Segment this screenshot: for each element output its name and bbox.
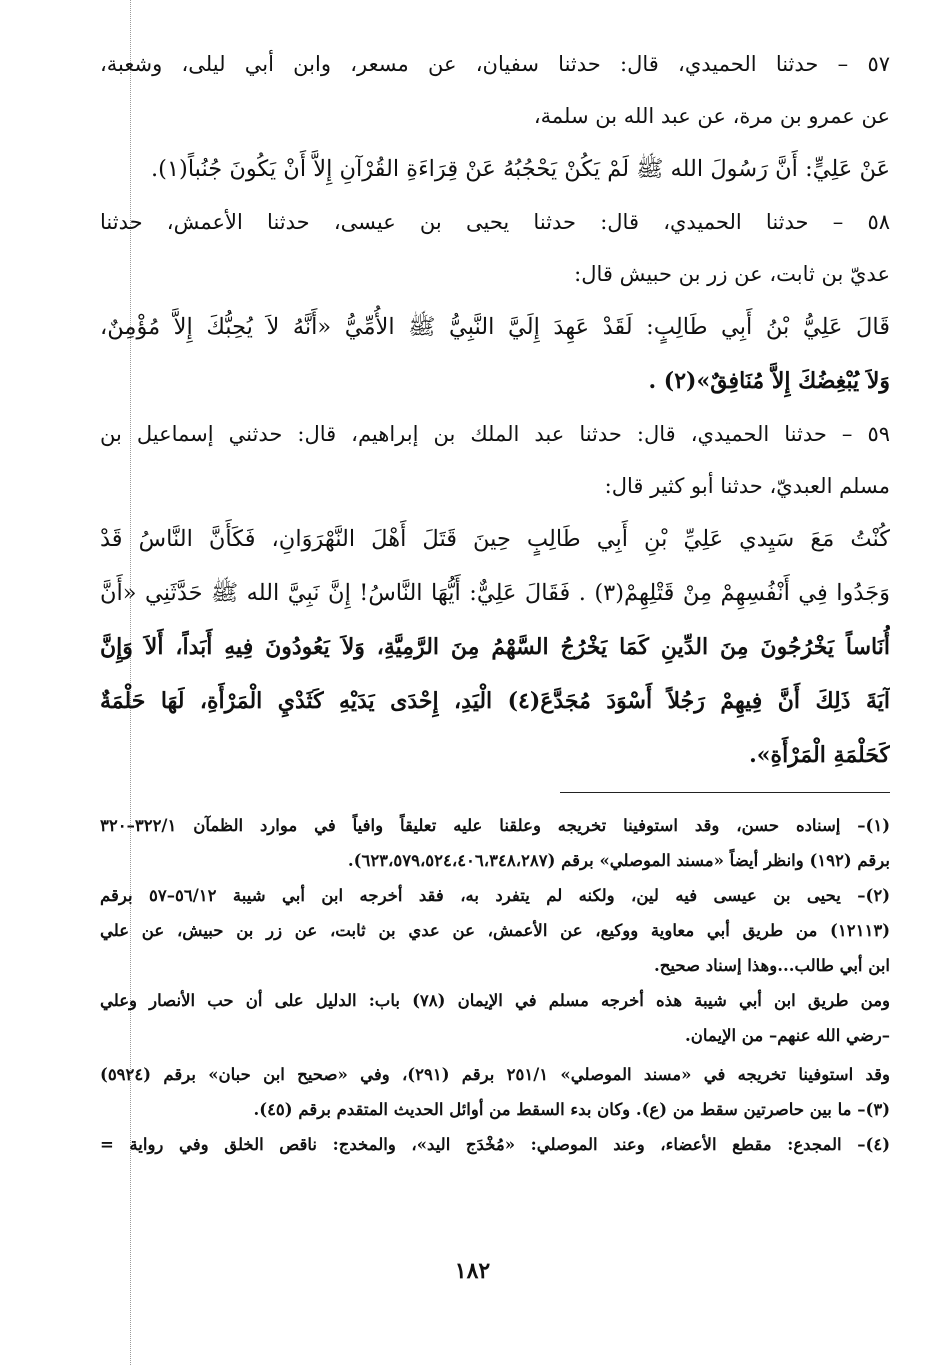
footnotes [100,808,890,1162]
hadith-line: وَلاَ يُبْغِضُكَ إِلاَّ مُنَافِقٌ»(٢) . [648,368,890,394]
text-line: ٥٧ – حدثنا الحميدي، قال: حدثنا سفيان، عن مسعر، وابن أبي ليلى، وشعبة، [100,52,890,76]
footnote-line: –رضي الله عنهم– من الإيمان. [685,1026,890,1045]
footnote-line: (٤)– المجدع: مقطع الأعضاء، وعند الموصلي: «مُخْدَج اليد»، والمخدج: ناقص الخلق وفي رواية = [100,1135,890,1154]
text-line: مسلم العبديّ، حدثنا أبو كثير قال: [604,474,890,498]
footnote-line: وقد استوفينا تخريجه في «مسند الموصلي» ٢٥١/١ برقم (٢٩١)، وفي «صحيح ابن حبان» برقم (٥٩٢٤) [100,1065,890,1084]
hadith-line: كُنْتُ مَعَ سَيِدي عَلِيِّ بْنِ أَبِي طَالِبٍ حِينَ قَتَلَ أَهْلَ النَّهْرَوَانِ، فَكَأَنَّ النَّاسُ قَدْ [100,526,890,552]
footnote-line: برقم (١٩٢) وانظر أيضاً «مسند الموصلي» برقم (٦٢٣،٥٧٩،٥٢٤،٤٠٦،٣٤٨،٢٨٧). [347,851,890,870]
hadith-line: وَجَدُوا فِي أَنْفُسِهِمْ مِنْ قَتْلِهِمْ(٣) . فَقَالَ عَلِيٌّ: أَيُّهَا النَّاسُ! إِنَّ نَبِيَّ الله ﷺ حَدَّثَنِي «أَنَّ [100,580,890,606]
footnote-line: (١)– إسناده حسن، وقد استوفينا تخريجه وعلقنا عليه تعليقاً وافياً في موارد الظمآن ٣٢٢/١–٣٢٠ [100,816,890,835]
text-line: ٥٨ – حدثنا الحميدي، قال: حدثنا يحيى بن عيسى، حدثنا الأعمش، حدثنا [100,210,890,234]
hadith-line: كَحَلْمَةِ الْمَرْأَةِ». [749,742,890,768]
footnote-line: (٢)– يحيى بن عيسى فيه لين، ولكنه لم يتفرد به، فقد أخرجه ابن أبي شيبة ٥٦/١٢–٥٧ برقم [100,886,890,905]
footnote-line: (١٢١١٣) من طريق أبي معاوية ووكيع، عن الأعمش، عن عدي بن ثابت، عن زر بن حبيش، عن علي [100,921,890,940]
hadith-line: أُنَاساً يَخْرُجُونَ مِنَ الدِّينِ كَمَا يَخْرُجُ السَّهْمُ مِنَ الرَّمِيَّةِ، وَلاَ يَعُودُونَ فِيهِ أَبَداً، أَلاَ وَإِنَّ [100,634,890,660]
hadith-line: عَنْ عَلِيٍّ: أَنَّ رَسُولَ الله ﷺ لَمْ يَكُنْ يَحْجُبُهُ عَنْ قِرَاءَةِ القُرْآنِ إِلاَّ أَنْ يَكُونَ جُنُباً(١). [151,156,890,182]
footnote-line: (٣)– ما بين حاصرتين سقط من (ع). وكان بدء السقط من أوائل الحديث المتقدم برقم (٤٥). [253,1100,890,1119]
page-number: ١٨٢ [454,1258,491,1284]
text-line: عديّ بن ثابت، عن زر بن حبيش قال: [574,262,890,286]
hadith-line: قَالَ عَلِيُّ بْنُ أَبِي طَالِبٍ: لَقَدْ عَهِدَ إِلَيَّ النَّبِيُّ ﷺ الأُمِّيُّ «أَنَّهُ لاَ يُحِبُّكَ إِلاَّ مُؤْمِنٌ، [100,314,890,340]
hadith-line: آيَةَ ذَلِكَ أَنَّ فِيهِمْ رَجُلاً أَسْوَدَ مُجَدَّعَ(٤) الْيَدِ، إِحْدَى يَدَيْهِ كَثَدْيِ الْمَرْأَةِ، لَهَا حَلْمَةٌ [100,688,890,714]
text-line: عن عمرو بن مرة، عن عبد الله بن سلمة، [533,104,890,128]
main-text [100,38,890,782]
footnote-separator [560,792,890,793]
footnote-line: ابن أبي طالب...وهذا إسناد صحيح. [654,956,890,975]
text-line: ٥٩ – حدثنا الحميدي، قال: حدثنا عبد الملك بن إبراهيم، قال: حدثني إسماعيل بن [100,422,890,446]
footnote-line: ومن طريق ابن أبي شيبة هذه أخرجه مسلم في الإيمان (٧٨) باب: الدليل على أن حب الأنصار وعلي [100,991,890,1010]
